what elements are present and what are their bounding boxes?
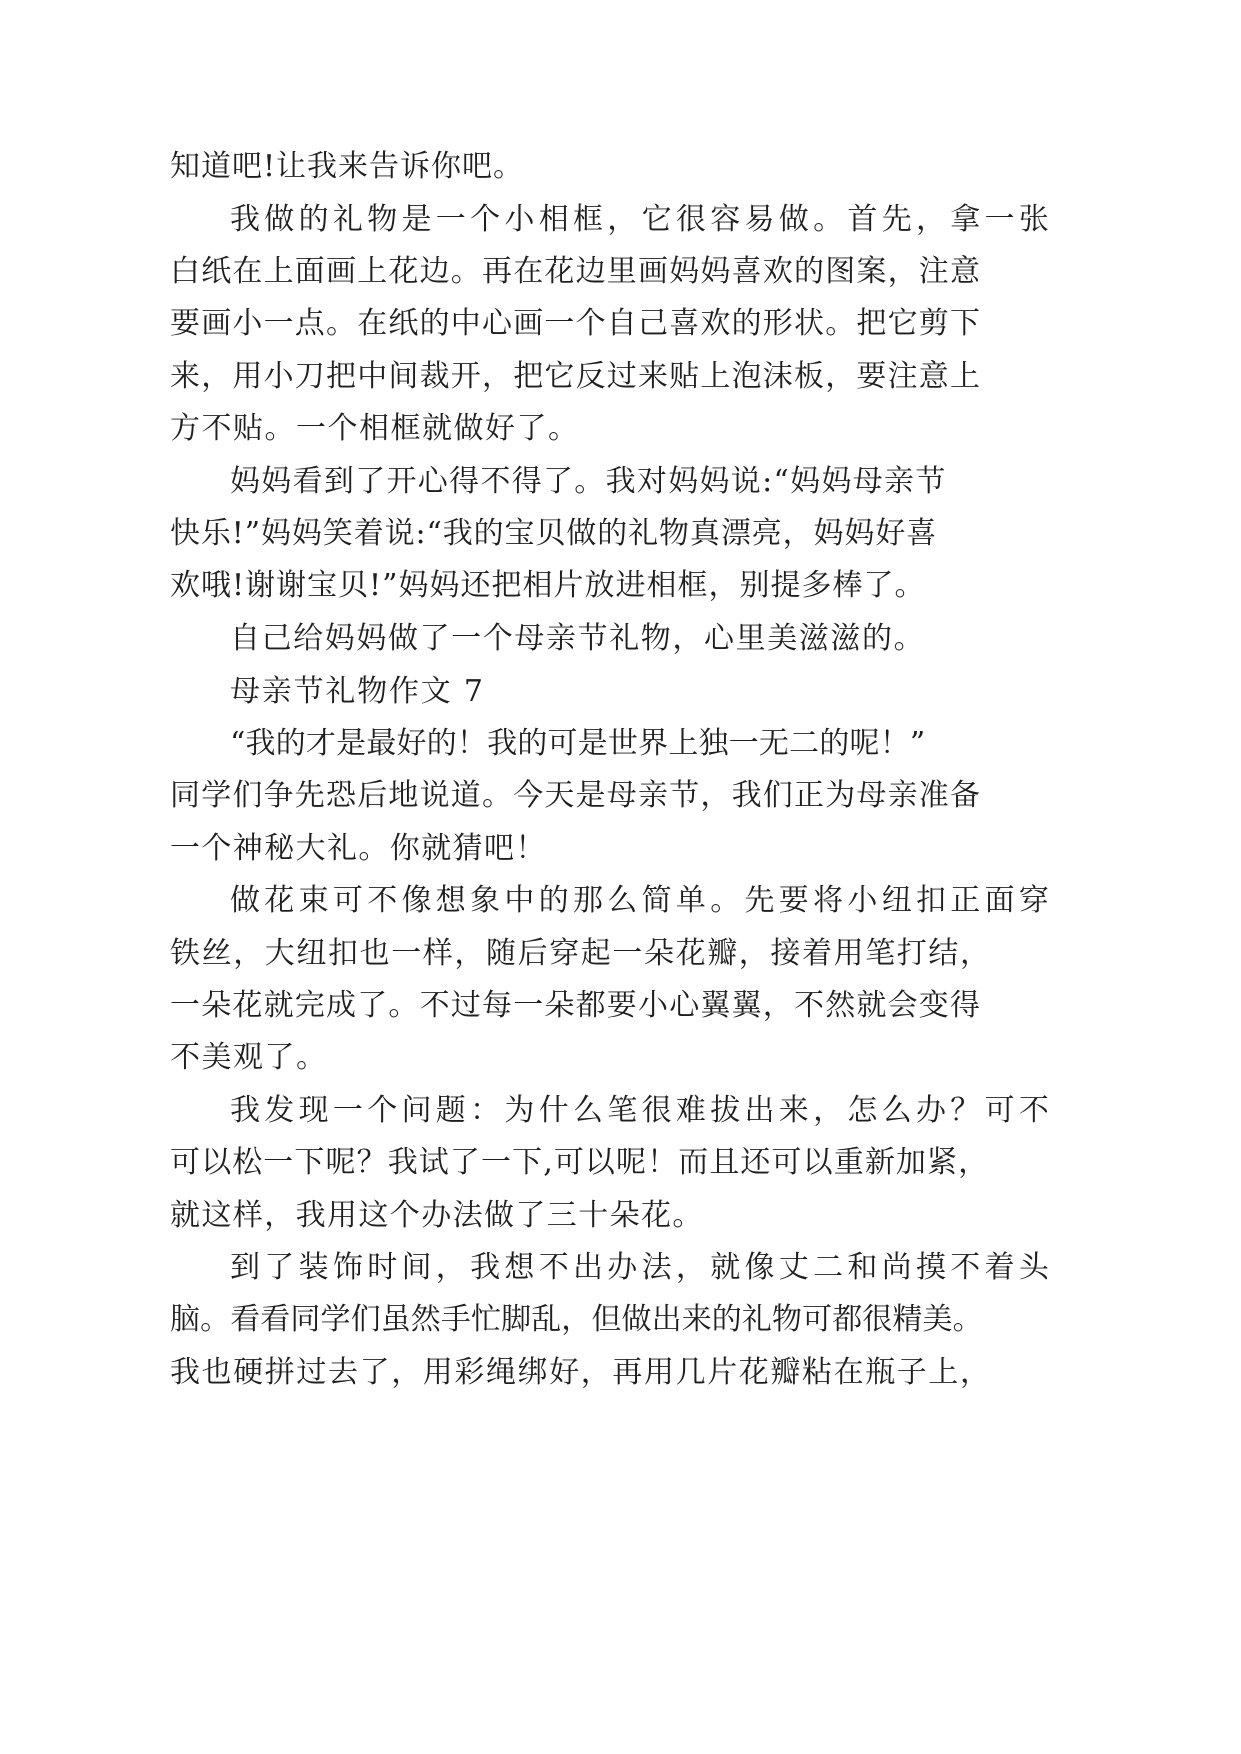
text-line: 做花束可不像想象中的那么简单。先要将小纽扣正面穿	[230, 883, 1054, 918]
text-line: 同学们争先恐后地说道。今天是母亲节，我们正为母亲准备	[170, 778, 982, 813]
text-line: 脑。看看同学们虽然手忙脚乱，但做出来的礼物可都很精美。	[170, 1302, 983, 1337]
text-line: 来，用小刀把中间裁开，把它反过来贴上泡沫板，要注意上	[170, 359, 982, 394]
text-line: 我发现一个问题：为什么笔很难拔出来，怎么办？可不	[230, 1093, 1054, 1128]
text-line: 就这样，我用这个办法做了三十朵花。	[170, 1198, 704, 1233]
section-heading: 母亲节礼物作文 7	[230, 674, 485, 709]
text-line: “我的才是最好的！我的可是世界上独一无二的呢！”	[230, 726, 926, 761]
text-line: 快乐!”妈妈笑着说:“我的宝贝做的礼物真漂亮，妈妈好喜	[170, 516, 938, 551]
text-line: 到了装饰时间，我想不出办法，就像丈二和尚摸不着头	[230, 1250, 1054, 1285]
text-line: 白纸在上面画上花边。再在花边里画妈妈喜欢的图案，注意	[170, 254, 982, 289]
text-line: 一个神秘大礼。你就猜吧！	[170, 831, 547, 866]
text-line: 要画小一点。在纸的中心画一个自己喜欢的形状。把它剪下	[170, 306, 982, 341]
text-line: 方不贴。一个相框就做好了。	[170, 411, 580, 446]
text-line: 欢哦!谢谢宝贝!”妈妈还把相片放进相框，别提多棒了。	[170, 568, 926, 603]
text-line: 我做的礼物是一个小相框，它很容易做。首先，拿一张	[230, 202, 1054, 237]
text-line: 一朵花就完成了。不过每一朵都要小心翼翼，不然就会变得	[170, 988, 982, 1023]
text-line: 可以松一下呢？我试了一下,可以呢！而且还可以重新加紧，	[170, 1145, 990, 1180]
text-line: 铁丝，大纽扣也一样，随后穿起一朵花瓣，接着用笔打结，	[170, 936, 992, 971]
text-line: 知道吧!让我来告诉你吧。	[170, 149, 525, 184]
text-line: 妈妈看到了开心得不得了。我对妈妈说:“妈妈母亲节	[230, 464, 947, 499]
text-line: 自己给妈妈做了一个母亲节礼物，心里美滋滋的。	[230, 621, 926, 656]
text-line: 不美观了。	[170, 1040, 328, 1075]
text-line: 我也硬拼过去了，用彩绳绑好，再用几片花瓣粘在瓶子上，	[170, 1355, 992, 1390]
